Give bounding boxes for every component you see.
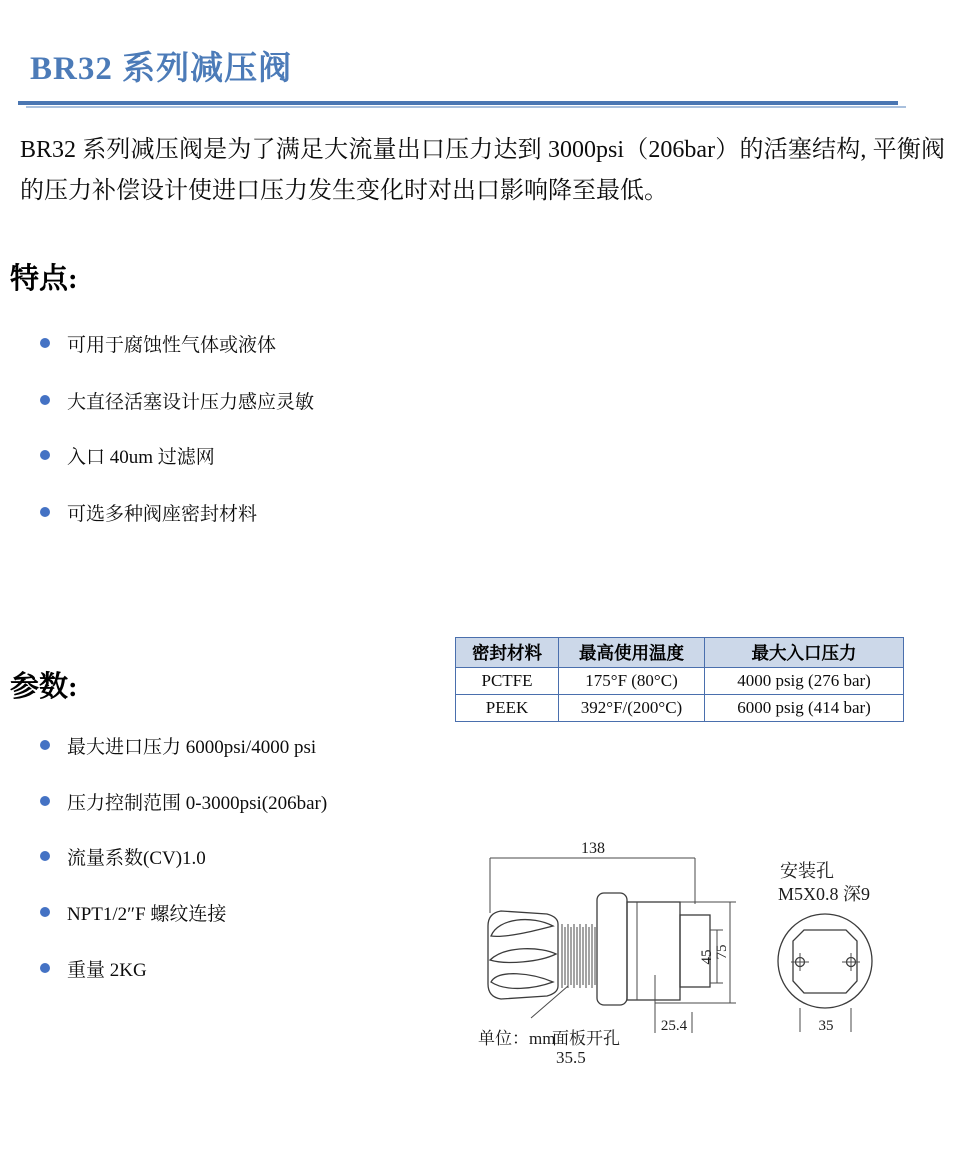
feature-item [40,388,314,412]
spec-cell: 175°F (80°C) [559,668,705,695]
parameter-item [40,789,327,813]
spec-table-header-row [456,638,904,668]
feature-item [40,500,257,524]
spec-table [455,637,904,722]
parameter-item-label: 重量 2KG [67,959,147,981]
description-paragraph: BR32 系列减压阀是为了满足大流量出口压力达到 3000psi（206bar）的活塞结构, 平衡阀的压力补偿设计使进口压力发生变化时对出口影响降至最低。 [20,137,945,204]
bullet-icon [40,963,50,973]
dim-body-height-label: 75 [714,944,730,960]
bullet-icon [40,395,50,405]
spec-header-max-pressure: 最大入口压力 [705,638,904,668]
dim-overall-length-label: 138 [581,840,605,857]
parameters-heading: 参数: [10,671,78,703]
spec-cell: 6000 psig (414 bar) [705,695,904,722]
bullet-icon [40,338,50,348]
page-title: BR32 系列减压阀 [30,51,293,87]
dim-hole-spacing-label: 35 [818,1018,834,1034]
parameter-item [40,844,206,868]
bullet-icon [40,740,50,750]
parameter-item-label: 压力控制范围 0-3000psi(206bar) [67,792,328,814]
dim-port-height-label: 45 [699,949,715,965]
bullet-icon [40,851,50,861]
valve-threads [562,924,595,988]
valve-technical-drawing [460,840,962,1085]
feature-item-label: 入口 40um 过滤网 [67,446,215,468]
dim-port-depth-label: 25.4 [660,1018,688,1034]
panel-hole-label: 面板开孔 [552,1029,620,1048]
parameter-item [40,900,226,924]
feature-item-label: 大直径活塞设计压力感应灵敏 [67,391,315,413]
bullet-icon [40,907,50,917]
mount-hole [791,953,809,971]
spec-header-seal-material: 密封材料 [456,638,559,668]
parameter-item [40,956,147,980]
title-rule-shadow [26,106,906,108]
mount-hole-spec: M5X0.8 深9 [778,884,871,904]
bullet-icon [40,507,50,517]
parameter-item-label: NPT1/2″F 螺纹连接 [67,903,227,925]
spec-cell: 392°F/(200°C) [559,695,705,722]
spec-cell: PEEK [456,695,559,722]
valve-flange [597,893,627,1005]
features-heading: 特点: [10,263,78,295]
feature-item [40,443,215,467]
spec-cell: 4000 psig (276 bar) [705,668,904,695]
parameter-item-label: 最大进口压力 6000psi/4000 psi [67,736,317,758]
valve-body [627,902,680,1000]
panel-hole-value: 35.5 [556,1048,586,1067]
title-rule [18,101,898,105]
parameter-item-label: 流量系数(CV)1.0 [67,847,206,869]
table-row [456,695,904,722]
parameter-item [40,733,316,757]
feature-item-label: 可用于腐蚀性气体或液体 [67,334,277,356]
unit-label: 单位：mm [478,1029,556,1048]
feature-item-label: 可选多种阀座密封材料 [67,503,258,525]
feature-item [40,331,276,355]
bullet-icon [40,796,50,806]
bullet-icon [40,450,50,460]
table-row [456,668,904,695]
mount-hole-label: 安装孔 [780,861,834,881]
rear-view-circle [778,914,872,1008]
spec-cell: PCTFE [456,668,559,695]
spec-header-max-temp: 最高使用温度 [559,638,705,668]
